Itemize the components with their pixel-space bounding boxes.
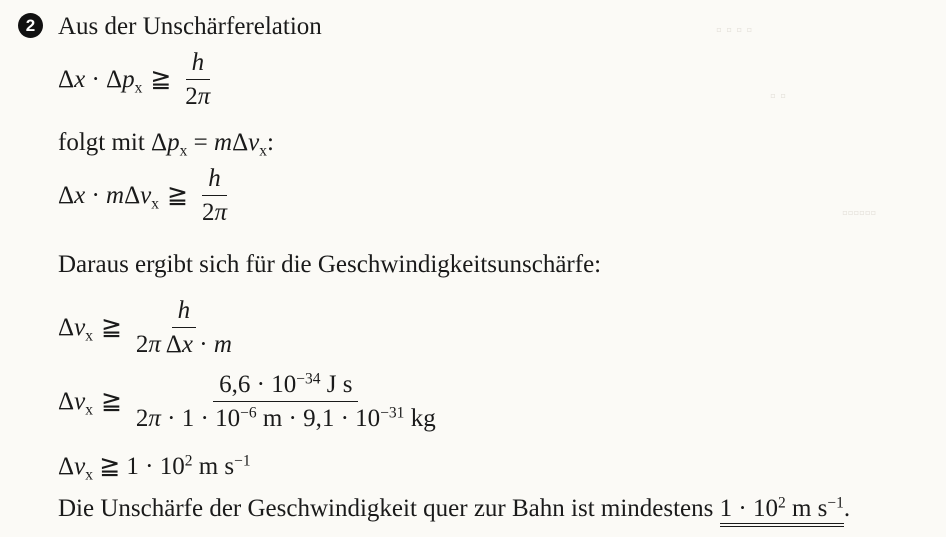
equation-substituted: [58, 166, 233, 225]
eq2-lhs: Δx · mΔv$_x$: [58, 182, 160, 213]
eq3-lhs: $\Delta v_x$: [58, 314, 93, 345]
eq1-numerator: h: [186, 50, 211, 80]
derive-text: Daraus ergibt sich für die Geschwindigkeitsunschärfe:: [58, 251, 602, 278]
equation-numeric: [58, 372, 442, 431]
derive-line: [58, 252, 601, 277]
conclusion-line: [58, 496, 850, 521]
eq4-numerator: $6,6 \cdot 10^{-34}$ J s: [213, 372, 358, 402]
eq4-relation: ≧: [100, 388, 122, 415]
eq2-fraction: [196, 166, 233, 225]
equation-result: [58, 452, 251, 484]
eq5-relation: ≧: [99, 453, 121, 480]
eq2-relation: ≧: [167, 182, 188, 209]
eq2-numerator: h: [202, 166, 227, 196]
eq1-lhs: $\Delta x \cdot \Delta p_x$: [58, 66, 143, 97]
show-through-text: ▫ ▫: [770, 88, 786, 105]
eq5-rhs: $1 \cdot 10^2$ m $s^{-1}$: [126, 452, 251, 480]
intro-line: [58, 14, 322, 39]
eq3-numerator: h: [172, 298, 197, 328]
show-through-text: ▫ ▫ ▫ ▫: [716, 22, 753, 39]
step-text: folgt mit $\Delta p_x = m\Delta v_x$:: [58, 129, 274, 160]
intro-text: Aus der Unschärferelation: [58, 13, 322, 40]
show-through-text: ▫▫▫▫▫▫: [842, 205, 877, 222]
equation-uncertainty-relation: [58, 50, 216, 109]
eq3-denominator: 2π Δx · m: [135, 331, 232, 358]
eq4-denominator: $2\pi \cdot 1 \cdot 10^{-6}$ $m \cdot 9,1 \cdot 10^{-31}$ kg: [135, 404, 436, 432]
conclusion-result: $1 \cdot 10^2$ m $s^{-1}$: [720, 495, 844, 527]
eq1-denominator: 2π: [185, 83, 211, 110]
eq3-relation: ≧: [100, 314, 122, 341]
eq4-fraction: [130, 372, 442, 431]
eq4-lhs: $\Delta v_x$: [58, 388, 93, 419]
eq2-denominator: 2π: [201, 199, 227, 226]
eq5-lhs: $\Delta v_x$: [58, 453, 93, 484]
step-line: [58, 129, 274, 160]
equation-velocity-uncertainty: [58, 298, 238, 357]
conclusion-text: Die Unschärfe der Geschwindigkeit quer zur Bahn ist mindestens: [58, 495, 714, 522]
eq1-relation: ≧: [150, 66, 172, 93]
conclusion-period: .: [843, 495, 851, 522]
eq1-fraction: [179, 50, 216, 109]
exercise-number-badge: 2: [18, 13, 43, 38]
eq3-fraction: [130, 298, 238, 357]
